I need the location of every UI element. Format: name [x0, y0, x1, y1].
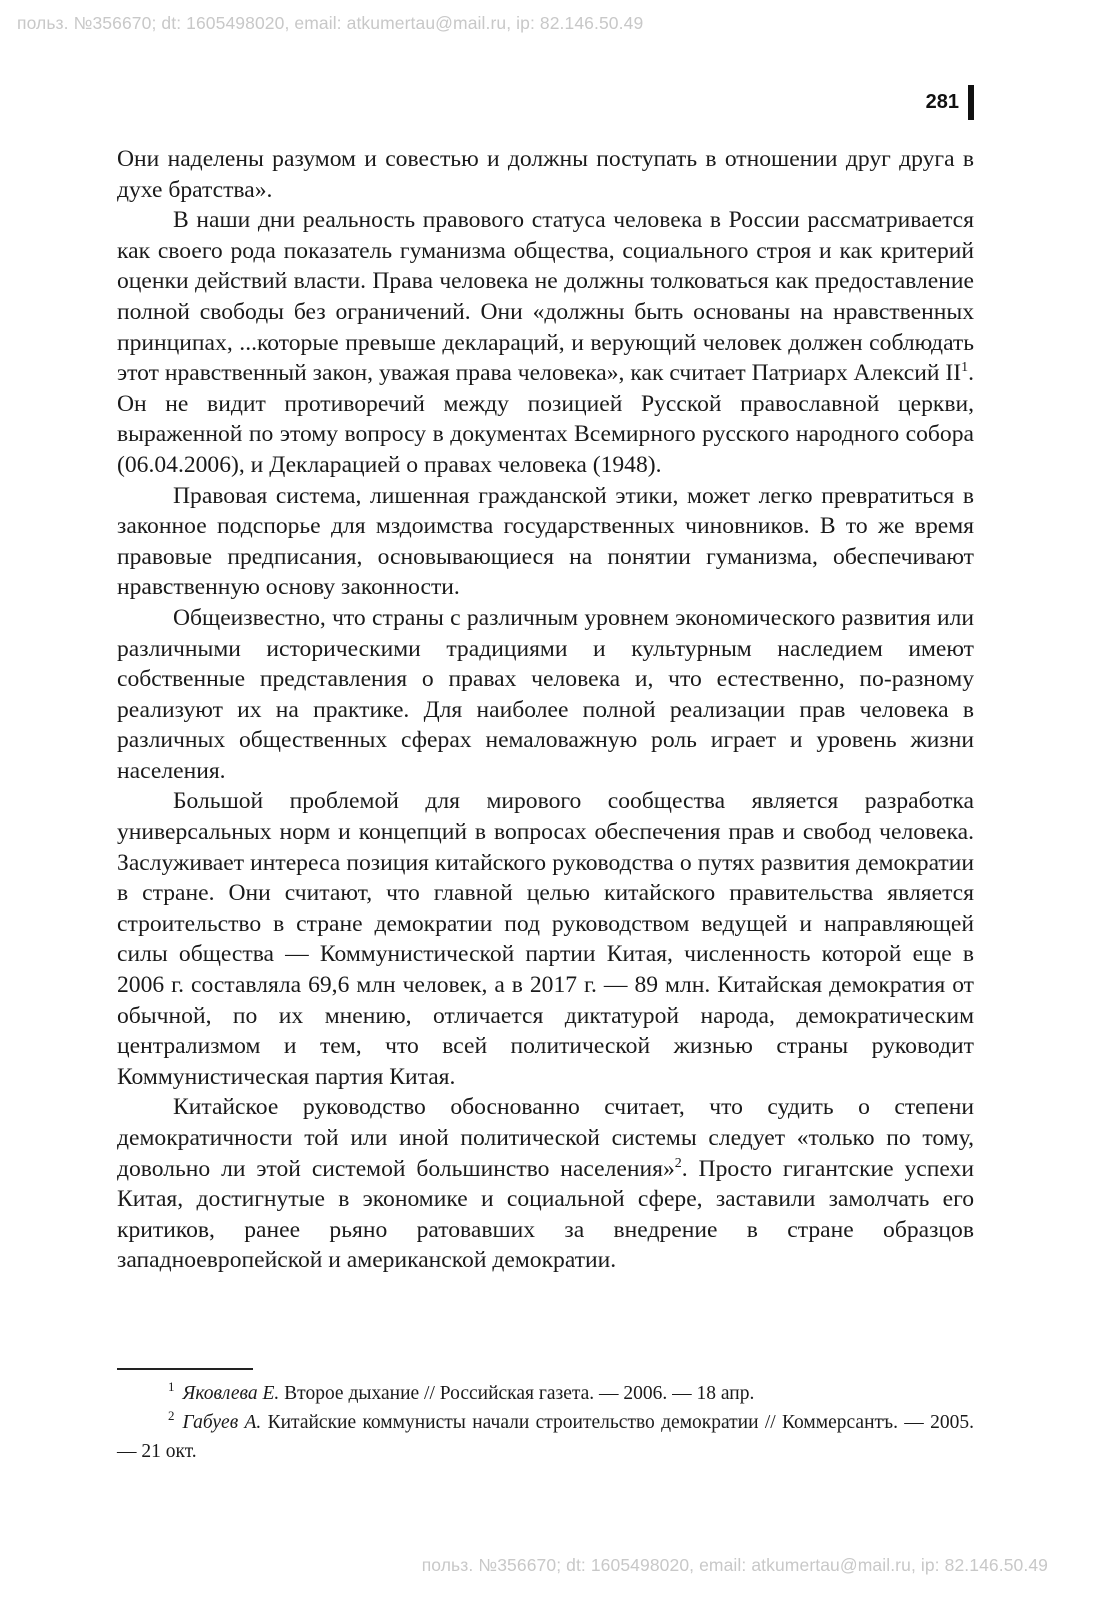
footnote-separator [117, 1368, 253, 1370]
page-number: 281 [925, 91, 959, 113]
watermark-top: польз. №356670; dt: 1605498020, email: atkumertau@mail.ru, ip: 82.146.50.49 [17, 13, 644, 33]
paragraph-china-democracy: Большой проблемой для мирового сообщества является разработка универсальных норм и концепций в вопросах обеспечения прав и свобод человека. Заслуживает интереса позиция китайского руководства о путях развития демократии в стране. Они считают, что главной целью китайского правительства является строительство в стране демократии под руководством ведущей и направляющей силы общества — Коммунистической партии Китая, численность которой еще в 2006 г. составляла 69,6 млн человек, а в 2017 г. — 89 млн. Китайская демократия от обычной, по их мнению, отличается диктатурой народа, демократическим централизмом и тем, что всей политической жизнью страны руководит Коммунистическая партия Китая. [117, 788, 974, 1090]
main-text [117, 144, 974, 1276]
footnotes [117, 1379, 974, 1466]
page-number-bar [968, 85, 974, 120]
footnote-text: Китайские коммунисты начали строительство демократии // Коммерсантъ. — 2005. — 21 окт. [117, 1412, 975, 1462]
paragraph-china-leadership: Китайское руководство обоснованно считает, что судить о степени демократичности той или иной политической системы следует «только по тому, довольно ли этой системой большинство населения»$^2$. Просто гигантские успехи Китая, достигнутые в экономике и социальной сфере, заставили замолчать его критиков, ранее рьяно ратовавших за внедрение в стране образцов западноевропейской и американской демократии. [117, 1094, 974, 1274]
footnote-author: Габуев А. [182, 1412, 262, 1433]
paragraph-countries: Общеизвестно, что страны с различным уровнем экономического развития или различными историческими традициями и культурным наследием имеют собственные представления о правах человека и, что естественно, по-разному реализуют их на практике. Для наиболее полной реализации прав человека в различных общественных сферах немаловажную роль играет и уровень жизни населения. [117, 604, 974, 784]
footnote-ref-1: 1 [961, 360, 969, 376]
watermark-bottom: польз. №356670; dt: 1605498020, email: atkumertau@mail.ru, ip: 82.146.50.49 [421, 1555, 1048, 1575]
footnote-author: Яковлева Е. [182, 1383, 280, 1404]
footnote-ref-2: 2 [674, 1155, 682, 1171]
footnote-2 [117, 1408, 974, 1466]
footnote-number: 1 [168, 1379, 175, 1394]
paragraph-continuation: Они наделены разумом и совестью и должны поступать в отношении друг друга в духе братства». [117, 146, 974, 203]
footnote-1 [117, 1379, 974, 1408]
paragraph-rights-status: В наши дни реальность правового статуса человека в России рассматривается как своего рода показатель гуманизма общества, социального строя и как критерий оценки действий власти. Права человека не должны толковаться как предоставление полной свободы без ограничений. Они «должны быть основаны на нравственных принципах, ...которые превыше деклараций, и верующий человек должен соблюдать этот нравственный закон, уважая права человека», как считает Патриарх Алексий $II^1$. Он не видит противоречий между позицией Русской православной церкви, выраженной по этому вопросу в документах Всемирного русского народного собора (06.04.2006), и Декларацией о правах человека (1948). [117, 207, 974, 478]
footnote-number: 2 [168, 1408, 175, 1423]
paragraph-legal-system: Правовая система, лишенная гражданской этики, может легко превратиться в законное подспорье для мздоимства государственных чиновников. В то же время правовые предписания, основывающиеся на понятии гуманизма, обеспечивают нравственную основу законности. [117, 482, 974, 601]
footnote-text: Второе дыхание // Российская газета. — 2006. — 18 апр. [279, 1383, 755, 1404]
page-header [926, 85, 974, 120]
